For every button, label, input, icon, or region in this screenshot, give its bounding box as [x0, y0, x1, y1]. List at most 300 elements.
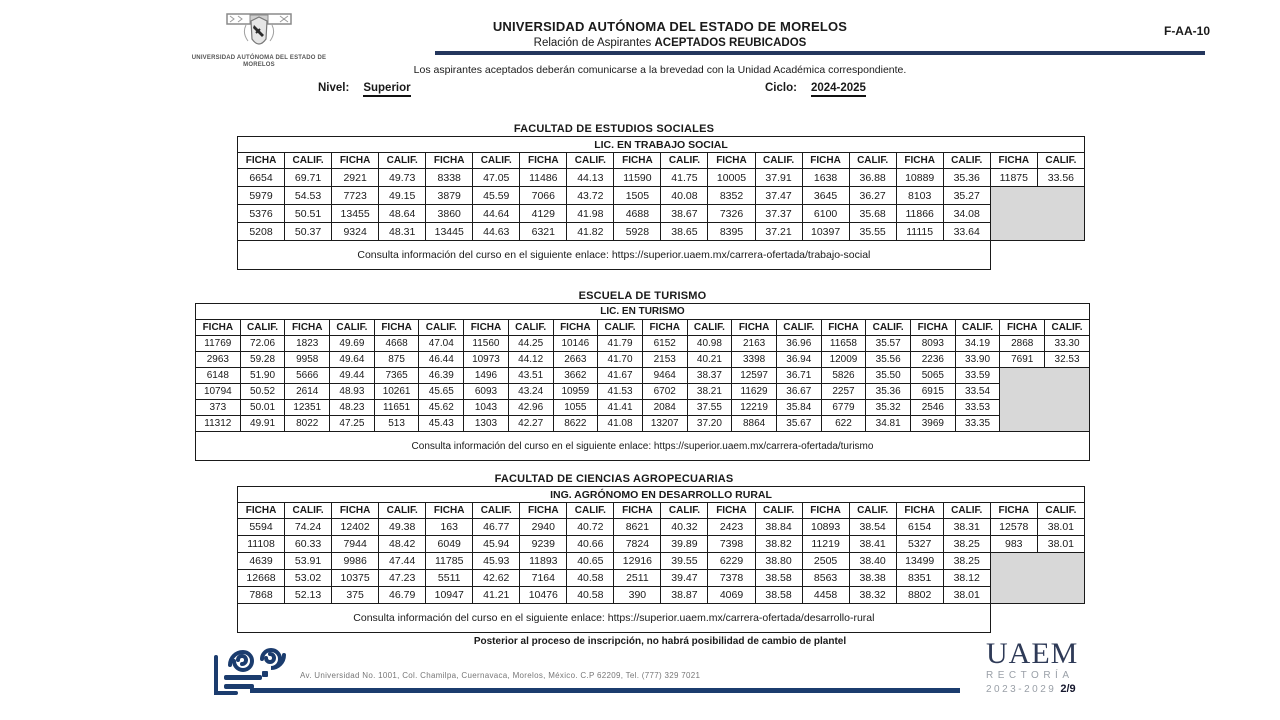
calif-cell: 35.32	[866, 400, 911, 416]
footer-note: Posterior al proceso de inscripción, no habrá posibilidad de cambio de plantel	[473, 636, 847, 647]
calif-header: CALIF.	[1045, 320, 1090, 336]
empty-cells-placeholder	[990, 553, 1084, 604]
ficha-cell: 4688	[614, 205, 661, 223]
calif-cell: 45.93	[473, 553, 520, 570]
calif-cell: 40.58	[567, 587, 614, 604]
calif-cell: 46.39	[419, 368, 464, 384]
ficha-cell: 7723	[332, 187, 379, 205]
ficha-cell: 8338	[426, 169, 473, 187]
ficha-cell: 3662	[553, 368, 598, 384]
ficha-cell: 5065	[911, 368, 956, 384]
calif-header: CALIF.	[866, 320, 911, 336]
document-subtitle	[420, 37, 920, 49]
calif-header: CALIF.	[285, 503, 332, 519]
calif-cell: 44.25	[508, 336, 553, 352]
ficha-header: FICHA	[802, 503, 849, 519]
calif-cell: 44.13	[567, 169, 614, 187]
uaem-brand-block	[986, 639, 1146, 695]
calif-cell: 40.98	[687, 336, 732, 352]
table-row	[196, 416, 1090, 432]
ficha-cell: 8352	[708, 187, 755, 205]
table-row	[238, 187, 1085, 205]
ficha-cell: 2084	[642, 400, 687, 416]
ficha-header: FICHA	[520, 503, 567, 519]
form-code: F-AA-10	[1163, 24, 1210, 38]
table-row	[196, 336, 1090, 352]
calif-cell: 38.58	[755, 570, 802, 587]
calif-cell: 33.53	[955, 400, 1000, 416]
calif-cell: 52.13	[285, 587, 332, 604]
calif-cell: 41.75	[661, 169, 708, 187]
calif-cell: 60.33	[285, 536, 332, 553]
seal-caption: UNIVERSIDAD AUTÓNOMA DEL ESTADO DE MORELOS	[191, 55, 327, 68]
ficha-cell: 7691	[1000, 352, 1045, 368]
calif-cell: 50.51	[285, 205, 332, 223]
calif-header: CALIF.	[849, 153, 896, 169]
ficha-cell: 6654	[238, 169, 285, 187]
calif-cell: 38.01	[1037, 519, 1084, 536]
ficha-cell: 7868	[238, 587, 285, 604]
ficha-header: FICHA	[990, 503, 1037, 519]
calif-cell: 41.41	[598, 400, 643, 416]
calif-cell: 54.53	[285, 187, 332, 205]
ficha-header: FICHA	[708, 503, 755, 519]
ficha-cell: 10959	[553, 384, 598, 400]
calif-cell: 47.44	[379, 553, 426, 570]
ficha-header: FICHA	[911, 320, 956, 336]
calif-cell: 35.56	[866, 352, 911, 368]
ficha-cell: 12219	[732, 400, 777, 416]
ficha-header: FICHA	[374, 320, 419, 336]
ficha-cell: 9464	[642, 368, 687, 384]
calif-cell: 49.44	[330, 368, 375, 384]
ficha-header: FICHA	[332, 153, 379, 169]
calif-header: CALIF.	[943, 503, 990, 519]
calif-header: CALIF.	[943, 153, 990, 169]
calif-header: CALIF.	[1037, 503, 1084, 519]
calif-cell: 40.65	[567, 553, 614, 570]
ficha-cell: 8622	[553, 416, 598, 432]
calif-cell: 43.51	[508, 368, 553, 384]
rectoria-years	[986, 683, 1146, 695]
ficha-header: FICHA	[990, 153, 1037, 169]
table-row	[238, 223, 1085, 241]
ficha-cell: 11590	[614, 169, 661, 187]
calif-cell: 35.84	[776, 400, 821, 416]
ficha-cell: 1055	[553, 400, 598, 416]
calif-cell: 45.59	[473, 187, 520, 205]
table-row	[238, 205, 1085, 223]
calif-cell: 49.69	[330, 336, 375, 352]
table-section-trabajo-social	[237, 122, 1085, 270]
ficha-cell: 4069	[708, 587, 755, 604]
calif-cell: 46.77	[473, 519, 520, 536]
calif-cell: 38.01	[943, 587, 990, 604]
ficha-header: FICHA	[238, 503, 285, 519]
table-row	[238, 587, 1085, 604]
ficha-cell: 10005	[708, 169, 755, 187]
calif-cell: 38.65	[661, 223, 708, 241]
ficha-cell: 11486	[520, 169, 567, 187]
calif-header: CALIF.	[567, 503, 614, 519]
ficha-header: FICHA	[238, 153, 285, 169]
ficha-cell: 4639	[238, 553, 285, 570]
ficha-cell: 1496	[464, 368, 509, 384]
calif-cell: 39.89	[661, 536, 708, 553]
calif-cell: 35.55	[849, 223, 896, 241]
calif-cell: 33.90	[955, 352, 1000, 368]
calif-cell: 47.23	[379, 570, 426, 587]
ficha-cell: 4458	[802, 587, 849, 604]
calif-cell: 44.64	[473, 205, 520, 223]
calif-cell: 38.54	[849, 519, 896, 536]
subtitle-prefix: Relación de Aspirantes	[533, 37, 655, 49]
ficha-cell: 6321	[520, 223, 567, 241]
calif-cell: 33.35	[955, 416, 1000, 432]
calif-cell: 51.90	[240, 368, 285, 384]
calif-header: CALIF.	[849, 503, 896, 519]
ficha-cell: 8802	[896, 587, 943, 604]
calif-cell: 50.52	[240, 384, 285, 400]
ficha-cell: 2663	[553, 352, 598, 368]
calif-header: CALIF.	[661, 503, 708, 519]
calif-cell: 35.67	[776, 416, 821, 432]
calif-cell: 37.37	[755, 205, 802, 223]
ficha-cell: 11115	[896, 223, 943, 241]
table-row	[238, 536, 1085, 553]
calif-cell: 33.56	[1037, 169, 1084, 187]
program-title: LIC. EN TRABAJO SOCIAL	[238, 137, 1085, 153]
ficha-cell: 2511	[614, 570, 661, 587]
calif-header: CALIF.	[687, 320, 732, 336]
calif-cell: 33.64	[943, 223, 990, 241]
calif-cell: 49.91	[240, 416, 285, 432]
ficha-header: FICHA	[332, 503, 379, 519]
ficha-header: FICHA	[464, 320, 509, 336]
calif-cell: 41.53	[598, 384, 643, 400]
calif-cell: 42.96	[508, 400, 553, 416]
calif-cell: 74.24	[285, 519, 332, 536]
calif-cell: 36.88	[849, 169, 896, 187]
ficha-cell: 12668	[238, 570, 285, 587]
table-row	[238, 570, 1085, 587]
ficha-cell: 13445	[426, 223, 473, 241]
ficha-cell: 13499	[896, 553, 943, 570]
outside-table-spacer	[990, 241, 1084, 270]
ficha-cell: 10973	[464, 352, 509, 368]
ciclo-field	[765, 82, 866, 97]
table-row	[196, 368, 1090, 384]
ficha-cell: 12597	[732, 368, 777, 384]
ficha-header: FICHA	[426, 153, 473, 169]
calif-cell: 48.42	[379, 536, 426, 553]
calif-cell: 45.62	[419, 400, 464, 416]
calif-header: CALIF.	[1037, 153, 1084, 169]
calif-cell: 41.08	[598, 416, 643, 432]
ficha-cell: 11866	[896, 205, 943, 223]
ficha-cell: 2163	[732, 336, 777, 352]
calif-cell: 39.47	[661, 570, 708, 587]
ficha-cell: 1823	[285, 336, 330, 352]
ficha-cell: 3645	[802, 187, 849, 205]
calif-cell: 50.01	[240, 400, 285, 416]
ficha-cell: 2257	[821, 384, 866, 400]
calif-cell: 45.65	[419, 384, 464, 400]
ficha-cell: 7944	[332, 536, 379, 553]
ficha-cell: 5979	[238, 187, 285, 205]
acceptance-table	[237, 136, 1085, 270]
calif-header: CALIF.	[419, 320, 464, 336]
table-section-turismo	[195, 289, 1090, 461]
ficha-cell: 11651	[374, 400, 419, 416]
calif-cell: 44.12	[508, 352, 553, 368]
calif-cell: 36.67	[776, 384, 821, 400]
ficha-header: FICHA	[821, 320, 866, 336]
ficha-cell: 8621	[614, 519, 661, 536]
calif-cell: 48.64	[379, 205, 426, 223]
calif-cell: 50.37	[285, 223, 332, 241]
calif-cell: 38.31	[943, 519, 990, 536]
calif-cell: 35.36	[866, 384, 911, 400]
address-line: Av. Universidad No. 1001, Col. Chamilpa, Cuernavaca, Morelos, México. C.P 62209, Tel. (777) 329 7021	[300, 671, 701, 680]
ficha-cell: 513	[374, 416, 419, 432]
ficha-cell: 7824	[614, 536, 661, 553]
ficha-cell: 12402	[332, 519, 379, 536]
calif-cell: 38.84	[755, 519, 802, 536]
ficha-cell: 11658	[821, 336, 866, 352]
ficha-cell: 7164	[520, 570, 567, 587]
ficha-cell: 8022	[285, 416, 330, 432]
calif-cell: 36.94	[776, 352, 821, 368]
ficha-cell: 12578	[990, 519, 1037, 536]
ficha-cell: 6779	[821, 400, 866, 416]
calif-cell: 41.21	[473, 587, 520, 604]
calif-cell: 41.70	[598, 352, 643, 368]
calif-cell: 38.25	[943, 553, 990, 570]
ficha-cell: 163	[426, 519, 473, 536]
ficha-cell: 9324	[332, 223, 379, 241]
ficha-cell: 6915	[911, 384, 956, 400]
calif-cell: 38.80	[755, 553, 802, 570]
calif-header: CALIF.	[330, 320, 375, 336]
ficha-cell: 2236	[911, 352, 956, 368]
calif-cell: 41.79	[598, 336, 643, 352]
ficha-cell: 5208	[238, 223, 285, 241]
ficha-header: FICHA	[614, 153, 661, 169]
calif-cell: 35.36	[943, 169, 990, 187]
uaem-wordmark: UAEM	[986, 637, 1079, 670]
calif-cell: 41.67	[598, 368, 643, 384]
calif-cell: 36.27	[849, 187, 896, 205]
calif-cell: 44.63	[473, 223, 520, 241]
calif-header: CALIF.	[508, 320, 553, 336]
ficha-cell: 6702	[642, 384, 687, 400]
calif-cell: 35.57	[866, 336, 911, 352]
calif-cell: 40.32	[661, 519, 708, 536]
calif-cell: 49.73	[379, 169, 426, 187]
calif-cell: 37.55	[687, 400, 732, 416]
calif-cell: 37.91	[755, 169, 802, 187]
calif-cell: 46.44	[419, 352, 464, 368]
calif-header: CALIF.	[473, 153, 520, 169]
ficha-cell: 5666	[285, 368, 330, 384]
years-text: 2023-2029	[986, 684, 1057, 695]
ficha-cell: 7378	[708, 570, 755, 587]
calif-header: CALIF.	[240, 320, 285, 336]
calif-cell: 35.27	[943, 187, 990, 205]
ficha-cell: 11785	[426, 553, 473, 570]
calif-cell: 38.67	[661, 205, 708, 223]
ficha-cell: 6100	[802, 205, 849, 223]
ficha-cell: 5327	[896, 536, 943, 553]
ciclo-label: Ciclo:	[765, 82, 797, 94]
course-link-row: Consulta información del curso en el siguiente enlace: https://superior.uaem.mx/carrera-ofertada/trabajo-social	[238, 241, 991, 270]
ficha-cell: 5594	[238, 519, 285, 536]
calif-cell: 48.31	[379, 223, 426, 241]
ficha-header: FICHA	[732, 320, 777, 336]
ficha-cell: 6154	[896, 519, 943, 536]
calif-header: CALIF.	[661, 153, 708, 169]
ficha-cell: 5511	[426, 570, 473, 587]
university-seal-icon	[226, 13, 292, 53]
calif-cell: 69.71	[285, 169, 332, 187]
ficha-cell: 8864	[732, 416, 777, 432]
ficha-cell: 390	[614, 587, 661, 604]
ficha-cell: 8563	[802, 570, 849, 587]
nivel-label: Nivel:	[318, 82, 350, 94]
faculty-title: FACULTAD DE ESTUDIOS SOCIALES	[513, 123, 715, 135]
table-section-desarrollo-rural	[237, 472, 1085, 633]
ficha-cell: 3398	[732, 352, 777, 368]
ficha-cell: 8395	[708, 223, 755, 241]
calif-cell: 34.81	[866, 416, 911, 432]
ficha-cell: 373	[196, 400, 241, 416]
ficha-cell: 6049	[426, 536, 473, 553]
ficha-header: FICHA	[642, 320, 687, 336]
program-title: ING. AGRÓNOMO EN DESARROLLO RURAL	[238, 487, 1085, 503]
ficha-cell: 11875	[990, 169, 1037, 187]
calif-cell: 41.82	[567, 223, 614, 241]
calif-cell: 49.15	[379, 187, 426, 205]
ficha-cell: 2963	[196, 352, 241, 368]
calif-cell: 34.19	[955, 336, 1000, 352]
ficha-cell: 9986	[332, 553, 379, 570]
faculty-title: ESCUELA DE TURISMO	[578, 290, 707, 302]
nivel-value: Superior	[363, 82, 410, 97]
ficha-cell: 8103	[896, 187, 943, 205]
ficha-cell: 2505	[802, 553, 849, 570]
calif-cell: 33.59	[955, 368, 1000, 384]
faculty-title: FACULTAD DE CIENCIAS AGROPECUARIAS	[494, 473, 734, 485]
calif-cell: 46.79	[379, 587, 426, 604]
ficha-header: FICHA	[1000, 320, 1045, 336]
ficha-header: FICHA	[708, 153, 755, 169]
calif-cell: 38.38	[849, 570, 896, 587]
calif-cell: 47.05	[473, 169, 520, 187]
ficha-cell: 11769	[196, 336, 241, 352]
ficha-cell: 875	[374, 352, 419, 368]
calif-cell: 59.28	[240, 352, 285, 368]
calif-cell: 38.01	[1037, 536, 1084, 553]
ficha-cell: 2614	[285, 384, 330, 400]
calif-cell: 41.98	[567, 205, 614, 223]
ficha-cell: 5376	[238, 205, 285, 223]
ficha-cell: 7326	[708, 205, 755, 223]
table-row	[196, 384, 1090, 400]
ficha-cell: 12351	[285, 400, 330, 416]
ficha-header: FICHA	[426, 503, 473, 519]
ficha-cell: 12009	[821, 352, 866, 368]
ficha-header: FICHA	[196, 320, 241, 336]
calif-cell: 47.04	[419, 336, 464, 352]
ficha-cell: 2940	[520, 519, 567, 536]
ficha-cell: 10889	[896, 169, 943, 187]
calif-cell: 40.08	[661, 187, 708, 205]
calif-header: CALIF.	[776, 320, 821, 336]
ficha-cell: 7066	[520, 187, 567, 205]
table-row	[238, 169, 1085, 187]
calif-cell: 37.47	[755, 187, 802, 205]
ficha-cell: 622	[821, 416, 866, 432]
ficha-cell: 9239	[520, 536, 567, 553]
ficha-cell: 13207	[642, 416, 687, 432]
ficha-cell: 3879	[426, 187, 473, 205]
header-rule	[435, 51, 1205, 55]
calif-cell: 72.06	[240, 336, 285, 352]
ficha-cell: 10146	[553, 336, 598, 352]
calif-cell: 38.82	[755, 536, 802, 553]
calif-header: CALIF.	[955, 320, 1000, 336]
table-row	[196, 352, 1090, 368]
nivel-field	[318, 82, 411, 97]
calif-cell: 38.25	[943, 536, 990, 553]
calif-cell: 36.71	[776, 368, 821, 384]
ficha-cell: 8093	[911, 336, 956, 352]
ficha-cell: 2153	[642, 352, 687, 368]
ficha-cell: 7398	[708, 536, 755, 553]
rectoria-label: RECTORÍA	[986, 670, 1074, 681]
calif-header: CALIF.	[567, 153, 614, 169]
ficha-cell: 11629	[732, 384, 777, 400]
ficha-cell: 11893	[520, 553, 567, 570]
calif-cell: 37.21	[755, 223, 802, 241]
calif-cell: 38.32	[849, 587, 896, 604]
calif-header: CALIF.	[755, 153, 802, 169]
ficha-cell: 12916	[614, 553, 661, 570]
ficha-cell: 6229	[708, 553, 755, 570]
subtitle-bold: ACEPTADOS REUBICADOS	[654, 37, 807, 49]
table-row	[238, 519, 1085, 536]
ficha-cell: 7365	[374, 368, 419, 384]
calif-cell: 48.23	[330, 400, 375, 416]
program-title: LIC. EN TURISMO	[196, 304, 1090, 320]
calif-cell: 53.02	[285, 570, 332, 587]
calif-cell: 38.58	[755, 587, 802, 604]
outside-table-spacer	[990, 604, 1084, 633]
ficha-cell: 6152	[642, 336, 687, 352]
calif-header: CALIF.	[379, 153, 426, 169]
acceptance-table	[195, 303, 1090, 461]
ficha-cell: 3969	[911, 416, 956, 432]
ficha-cell: 11219	[802, 536, 849, 553]
ficha-cell: 10375	[332, 570, 379, 587]
ficha-cell: 6148	[196, 368, 241, 384]
calif-cell: 42.62	[473, 570, 520, 587]
footer-rule	[250, 688, 960, 693]
table-row	[238, 553, 1085, 570]
ficha-cell: 4129	[520, 205, 567, 223]
calif-cell: 40.58	[567, 570, 614, 587]
